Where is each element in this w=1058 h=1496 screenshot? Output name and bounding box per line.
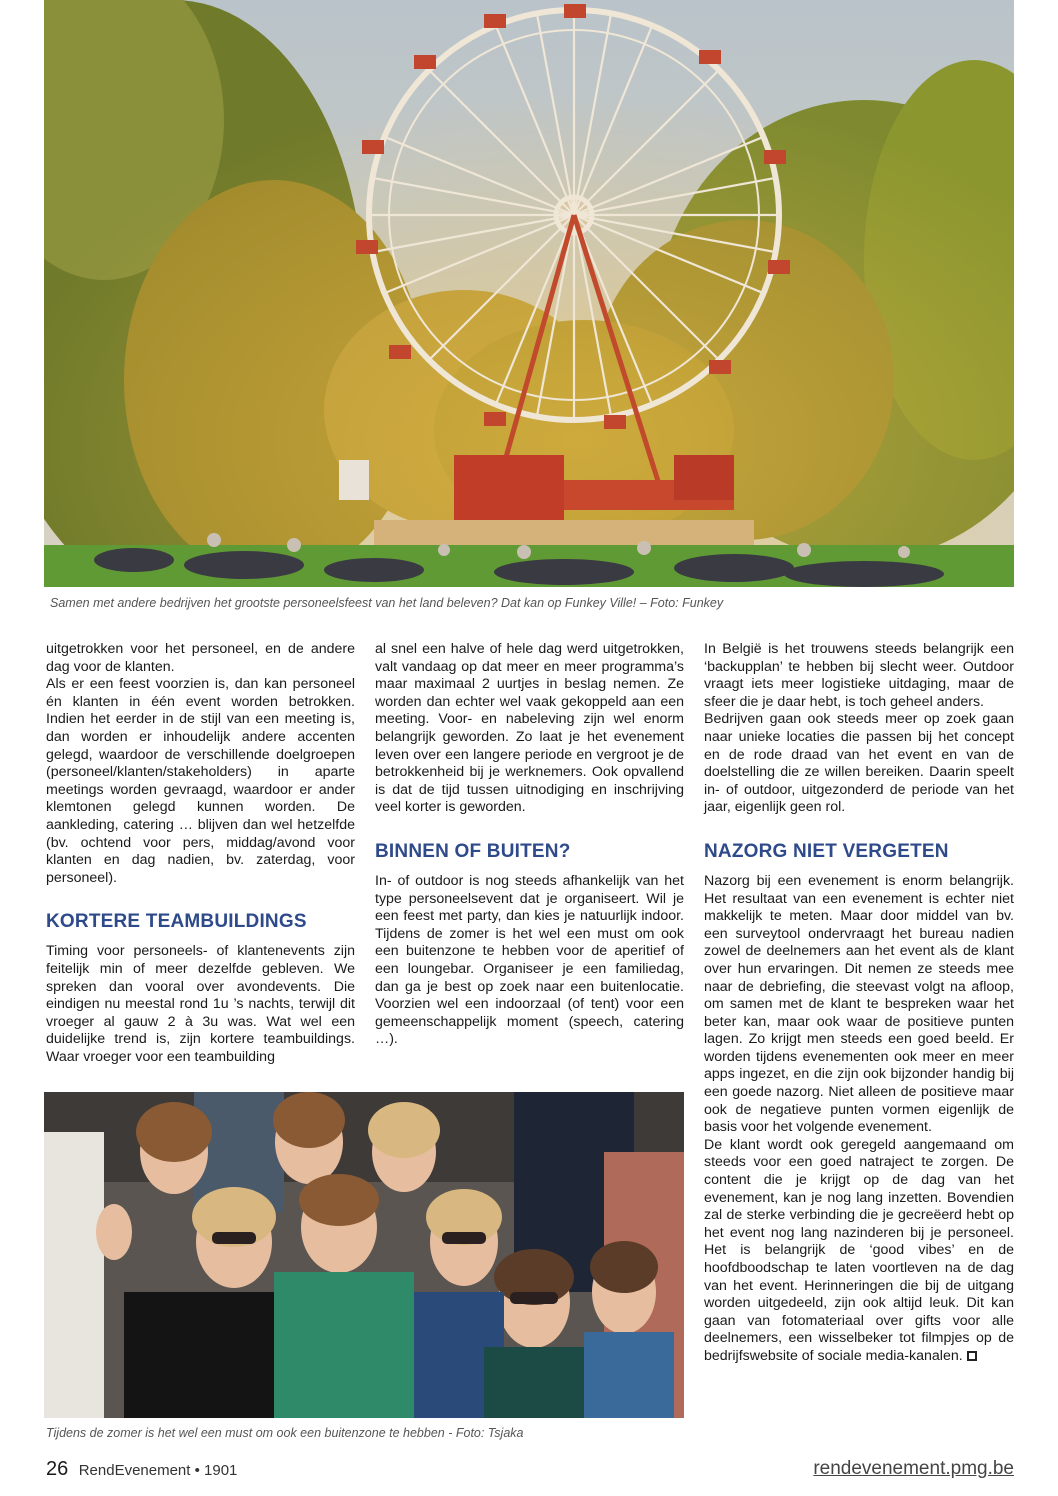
column3-paragraph-4-text: De klant wordt ook geregeld aangemaand om steeds voor een goed natraject te zorgen. De content die je krijgt op de dag van het evenement, kan je nog lang inzetten. Bovendien zal de sterke verbinding die je gecreëerd hebt op het event nog lang nazinderen bij je personeel. Het is belangrijk de ‘good vibes’ en de hoofdboodschap te laten voortleven na de dag van het event. Herinneringen die bij de uitgang worden uitgedeeld, zijn ook altijd leuk. Dit kan gaan van fotomateriaal over gifts voor alle deelnemers, een wisselbeker tot filmpjes op de bedrijfswebsite of sociale media-kanalen. xyxy=(704,1136,1014,1364)
column3-paragraph-2: Bedrijven gaan ook steeds meer op zoek gaan naar unieke locaties die passen bij het concept en de rode draad van het event en van de doelstelling die ze willen bereiken. Daarin speelt in- of outdoor, uitgezonderd de periode van het jaar, eigenlijk geen rol. xyxy=(704,711,1014,816)
column1-paragraph-2: Als er een feest voorzien is, dan kan personeel én klanten in één event worden betrokken. Indien het eerder in de stijl van een meeting is, dan worden er inhoudelijk andere accenten gelegd, waardoor de verschillende doelgroepen (personeel/klanten/stakeholders) in aparte meetings worden gevraagd, waardoor er ander klemtonen gelegd kunnen worden. De aankleding, catering … blijven dan wel hetzelfde (bv. ochtend voor pers, middag/avond voor klanten en dag nadien, bv. zaterdag, voor personeel). xyxy=(46,676,355,886)
page-number: 26 xyxy=(46,1458,69,1480)
crowd-photo-caption: Tijdens de zomer is het wel een must om ook een buitenzone te hebben - Foto: Tsjaka xyxy=(46,1426,524,1440)
column3-paragraph-1: In België is het trouwens steeds belangrijk een ‘backupplan’ te hebben bij slecht weer. Outdoor vraagt iets meer logistieke uitdaging, maar de sfeer die je daar hebt, is toch geheel anders. xyxy=(704,641,1014,710)
column1-paragraph-3: Timing voor personeels- of klantenevents zijn feitelijk min of meer dezelfde gebleven. We spreken dan vooral over avondevents. Die eindigen nu meestal rond 1u ’s nachts, terwijl dit vroeger al gauw 2 à 3u was. Wat wel een duidelijke trend is, zijn kortere teambuildings. Waar vroeger voor een teambuilding xyxy=(46,943,355,1065)
magazine-issue: RendEvenement • 1901 xyxy=(78,1462,238,1479)
page-footer xyxy=(46,1458,237,1481)
heading-binnen-of-buiten: BINNEN OF BUITEN? xyxy=(375,840,571,862)
heading-nazorg-niet-vergeten: NAZORG NIET VERGETEN xyxy=(704,840,949,862)
website-link[interactable]: rendevenement.pmg.be xyxy=(813,1458,1014,1479)
column1-paragraph-1: uitgetrokken voor het personeel, en de andere dag voor de klanten. xyxy=(46,641,355,675)
article-column-1 xyxy=(46,641,355,1066)
column3-paragraph-4 xyxy=(704,1137,1014,1366)
heading-kortere-teambuildings: KORTERE TEAMBUILDINGS xyxy=(46,911,307,933)
smiling-women-photo-drawing xyxy=(44,1092,684,1418)
column3-paragraph-3: Nazorg bij een evenement is enorm belangrijk. Het resultaat van een evenement is echter niet makkelijk te meten. Maar door middel van bv. een surveytool ondervraagt het bureau nadien zowel de deelnemers aan het event als de klant over hun ervaringen. Dit nemen ze steeds mee naar de debriefing, die steevast volgt na afloop, om samen met de klant te bespreken waar het beter kan, maar ook waar de positieve punten lagen. Zo krijgt men steeds een goed beeld. Er worden tijdens evenementen ook meer en meer apps ingezet, en die zijn ook bijzonder handig bij een goede nazorg. Niet alleen de positieve maar ook de negatieve punten vormen eigenlijk de basis voor het volgende evenement. xyxy=(704,872,1014,1136)
ferris-wheel-photo xyxy=(44,0,1014,587)
ferris-wheel-photo-drawing xyxy=(44,0,1014,587)
end-of-article-icon xyxy=(967,1351,977,1361)
hero-photo-caption: Samen met andere bedrijven het grootste personeelsfeest van het land beleven? Dat kan op Funkey Ville! – Foto: Funkey xyxy=(50,596,724,610)
article-column-2 xyxy=(375,641,684,1049)
smiling-women-photo xyxy=(44,1092,684,1418)
column2-paragraph-1: al snel een halve of hele dag werd uitgetrokken, valt vandaag op dat meer en meer programma’s maar maximaal 2 uurtjes in beslag nemen. Ze worden dan echter wel vaak gekoppeld aan een meeting. Voor- en nabeleving zijn wel enorm belangrijk geworden. Zo laat je het evenement leven over een langere periode en vergroot je de betrokkenheid bij je werknemers. Ook opvallend is dat de tijd tussen uitnodiging en inschrijving veel korter is geworden. xyxy=(375,641,684,816)
article-column-3 xyxy=(704,641,1014,1366)
column2-paragraph-2: In- of outdoor is nog steeds afhankelijk van het type personeelsevent dat je organiseert. Wil je een feest met party, dan kies je natuurlijk indoor. Tijdens de zomer is het wel een must om ook een buitenzone te hebben voor de aperitief of een loungebar. Organiseer je een familiedag, dan ga je best op zoek naar een buitenlocatie. Voorzien wel een indoorzaal (of tent) voor een gemeenschappelijk moment (speech, catering …). xyxy=(375,872,684,1048)
